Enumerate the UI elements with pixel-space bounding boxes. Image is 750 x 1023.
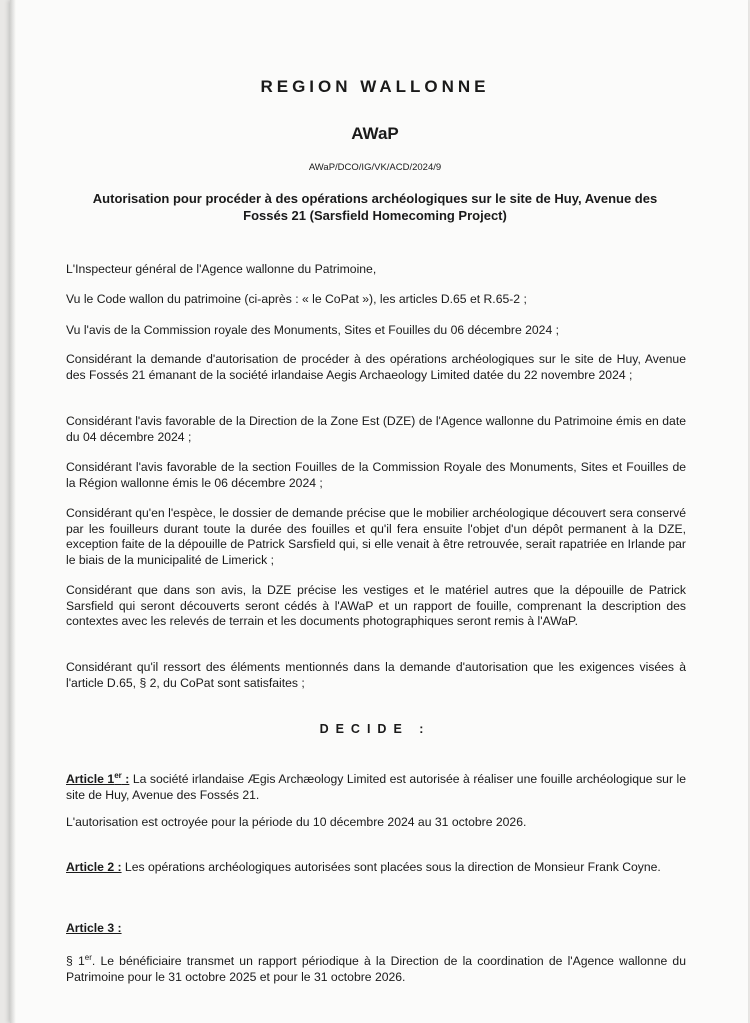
article-3-label-line <box>66 921 686 937</box>
article-1-label: Article 1er : <box>66 771 130 787</box>
preamble-commission: Vu l'avis de la Commission royale des Monuments, Sites et Fouilles du 06 décembre 2024 ; <box>66 323 560 337</box>
article-2 <box>66 860 686 876</box>
article-2-label: Article 2 : <box>66 860 122 874</box>
preamble-dze-opinion: Considérant l'avis favorable de la Direction de la Zone Est (DZE) de l'Agence wallonne du Patrimoine émis en date du 04 décembre 2024 ; <box>66 414 686 444</box>
region-title: REGION WALLONNE <box>260 77 490 96</box>
subject-heading: Autorisation pour procéder à des opérations archéologiques sur le site de Huy, Avenue des Fossés 21 (Sarsfield Homecoming Project) <box>92 191 658 223</box>
reference-number: AWaP/DCO/IG/VK/ACD/2024/9 <box>308 162 442 173</box>
decide-heading: DECIDE : <box>319 722 431 736</box>
preamble-section-opinion: Considérant l'avis favorable de la section Fouilles de la Commission Royale des Monuments, Sites et Fouilles de la Région wallonne émis le 06 décembre 2024 ; <box>66 460 686 490</box>
preamble-furniture: Considérant qu'en l'espèce, le dossier de demande précise que le mobilier archéologique découvert sera conservé par les fouilleurs durant toute la durée des fouilles et qu'il fera ensuite l'objet d'un dépôt permanent à la DZE, exception faite de la dépouille de Patrick Sarsfield qui, si elle venait à être retrouvée, serait rapatriée en Irlande par le biais de la municipalité de Limerick ; <box>66 506 686 567</box>
preamble-code: Vu le Code wallon du patrimoine (ci-après : « le CoPat »), les articles D.65 et R.65-2 ; <box>66 292 527 306</box>
preamble-inspector: L'Inspecteur général de l'Agence wallonne du Patrimoine, <box>66 262 377 276</box>
preamble-requirements: Considérant qu'il ressort des éléments mentionnés dans la demande d'autorisation que les exigences visées à l'article D.65, § 2, du CoPat sont satisfaites ; <box>66 660 686 690</box>
article-3-paragraph-1: § 1er. Le bénéficiaire transmet un rapport périodique à la Direction de la coordination de l'Agence wallonne du Patrimoine pour le 31 octobre 2025 et pour le 31 octobre 2026. <box>66 953 686 984</box>
preamble-dze-details: Considérant que dans son avis, la DZE précise les vestiges et le matériel autres que la dépouille de Patrick Sarsfield qui seront découverts seront cédés à l'AWaP et un rapport de fouille, comprenant la description des contextes avec les relevés de terrain et les documents photographiques seront remis à l'AWaP. <box>66 583 686 628</box>
article-2-text: Les opérations archéologiques autorisées sont placées sous la direction de Monsieur Frank Coyne. <box>121 860 661 874</box>
article-3-label: Article 3 : <box>66 921 122 935</box>
article-1-text: La société irlandaise Ægis Archæology Limited est autorisée à réaliser une fouille archéologique sur le site de Huy, Avenue des Fossés 21. <box>66 772 686 802</box>
preamble-request: Considérant la demande d'autorisation de procéder à des opérations archéologiques sur le site de Huy, Avenue des Fossés 21 émanant de la société irlandaise Aegis Archaeology Limited datée du 22 novembre 2024 ; <box>66 352 686 382</box>
agency-title: AWaP <box>351 124 399 143</box>
article-1 <box>66 768 686 803</box>
article-1-period: L'autorisation est octroyée pour la période du 10 décembre 2024 au 31 octobre 2026. <box>66 815 527 829</box>
